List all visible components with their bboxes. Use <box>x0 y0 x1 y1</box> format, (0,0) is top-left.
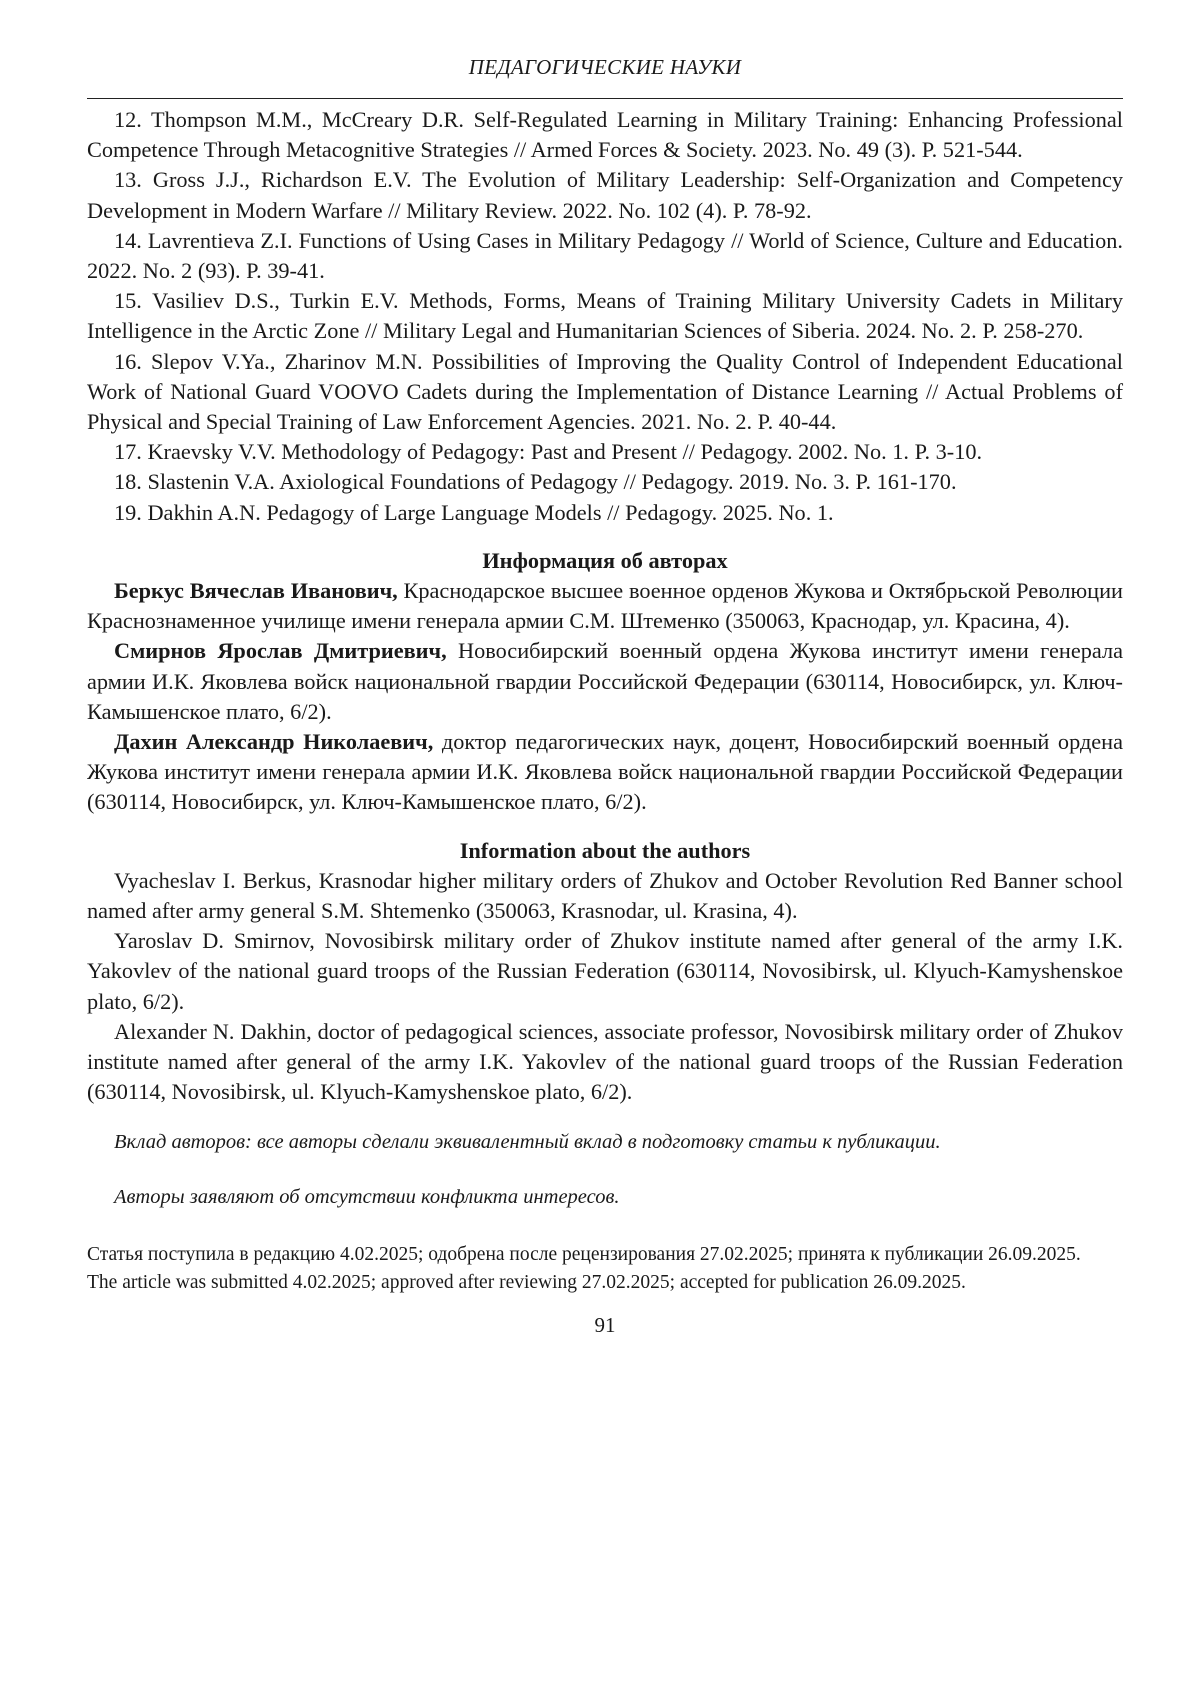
conflict-note: Авторы заявляют об отсутствии конфликта интересов. <box>114 1185 620 1208</box>
author-name: Смирнов Ярослав Дмитриевич, <box>114 638 447 664</box>
article-dates <box>87 1241 1123 1297</box>
authors-ru-section <box>87 546 1123 818</box>
reference-item: 16. Slepov V.Ya., Zharinov M.N. Possibilities of Improving the Quality Control of Independent Educational Work of National Guard VOOVO Cadets during the Implementation of Distance Learning // Actual Problems of Physical and Special Training of Law Enforcement Agencies. 2021. No. 2. P. 40-44. <box>87 348 1123 435</box>
author-affiliation: доктор педагогических наук, доцент, Новосибирский военный ордена Жукова институт имени генерала армии И.К. Яковлева войск национальной гвардии Российской Федерации (630114, Новосибирск, ул. Ключ-Камышенское плато, 6/2). <box>87 729 1124 815</box>
reference-list <box>87 105 1123 528</box>
page-number: 91 <box>594 1312 616 1337</box>
dates-ru: Статья поступила в редакцию 4.02.2025; одобрена после рецензирования 27.02.2025; принята к публикации 26.09.2025. <box>87 1243 1081 1265</box>
reference-item: 12. Thompson M.M., McCreary D.R. Self-Regulated Learning in Military Training: Enhancing Professional Competence Through Metacognitive Strategies // Armed Forces & Society. 2023. No. 49 (3). P. 521-544. <box>87 107 1123 163</box>
author-ru-dakhin <box>87 727 1123 818</box>
reference-item: 15. Vasiliev D.S., Turkin E.V. Methods, Forms, Means of Training Military University Cadets in Military Intelligence in the Arctic Zone // Military Legal and Humanitarian Sciences of Siberia. 2024. No. 2. P. 258-270. <box>87 288 1123 344</box>
reference-item: 19. Dakhin A.N. Pedagogy of Large Language Models // Pedagogy. 2025. No. 1. <box>114 499 834 525</box>
journal-page <box>87 0 1123 1338</box>
author-name: Дахин Александр Николаевич, <box>114 729 434 755</box>
reference-item: 17. Kraevsky V.V. Methodology of Pedagogy: Past and Present // Pedagogy. 2002. No. 1. P. 3-10. <box>114 439 983 465</box>
reference-item: 18. Slastenin V.A. Axiological Foundations of Pedagogy // Pedagogy. 2019. No. 3. P. 161-170. <box>114 469 957 495</box>
author-affiliation: Новосибирский военный ордена Жукова институт имени генерала армии И.К. Яковлева войск национальной гвардии Российской Федерации (630114, Новосибирск, ул. Ключ-Камышенское плато, 6/2). <box>87 638 1123 724</box>
author-ru-smirnov <box>87 636 1123 727</box>
author-en-berkus: Vyacheslav I. Berkus, Krasnodar higher military orders of Zhukov and October Revolution Red Banner school named after army general S.M. Shtemenko (350063, Krasnodar, ul. Krasina, 4). <box>87 867 1123 924</box>
contribution-note: Вклад авторов: все авторы сделали эквивалентный вклад в подготовку статьи к публикации. <box>114 1130 941 1153</box>
reference-item: 13. Gross J.J., Richardson E.V. The Evolution of Military Leadership: Self-Organization and Competency Development in Modern Warfare // Military Review. 2022. No. 102 (4). P. 78-92. <box>87 167 1123 223</box>
reference-item: 14. Lavrentieva Z.I. Functions of Using Cases in Military Pedagogy // World of Science, Culture and Education. 2022. No. 2 (93). P. 39-41. <box>87 227 1123 284</box>
authors-en-title: Information about the authors <box>459 837 751 863</box>
header-rule <box>87 98 1123 99</box>
authors-en-section <box>87 836 1123 1108</box>
author-name: Беркус Вячеслав Иванович, <box>114 578 398 604</box>
author-affiliation: Краснодарское высшее военное орденов Жукова и Октябрьской Революции Краснознаменное училище имени генерала армии С.М. Штеменко (350063, Краснодар, ул. Красина, 4). <box>87 578 1123 634</box>
authors-ru-title: Информация об авторах <box>482 547 728 573</box>
author-en-smirnov: Yaroslav D. Smirnov, Novosibirsk military order of Zhukov institute named after general of the army I.K. Yakovlev of the national guard troops of the Russian Federation (630114, Novosibirsk, ul. Klyuch-Kamyshenskoe plato, 6/2). <box>87 928 1123 1014</box>
author-ru-berkus <box>87 576 1123 636</box>
author-en-dakhin: Alexander N. Dakhin, doctor of pedagogical sciences, associate professor, Novosibirsk military order of Zhukov institute named after general of the army I.K. Yakovlev of the national guard troops of the Russian Federation (630114, Novosibirsk, ul. Klyuch-Kamyshenskoe plato, 6/2). <box>87 1018 1123 1105</box>
running-title: ПЕДАГОГИЧЕСКИЕ НАУКИ <box>468 55 742 79</box>
dates-en: The article was submitted 4.02.2025; approved after reviewing 27.02.2025; accepted for publication 26.09.2025. <box>87 1271 966 1293</box>
